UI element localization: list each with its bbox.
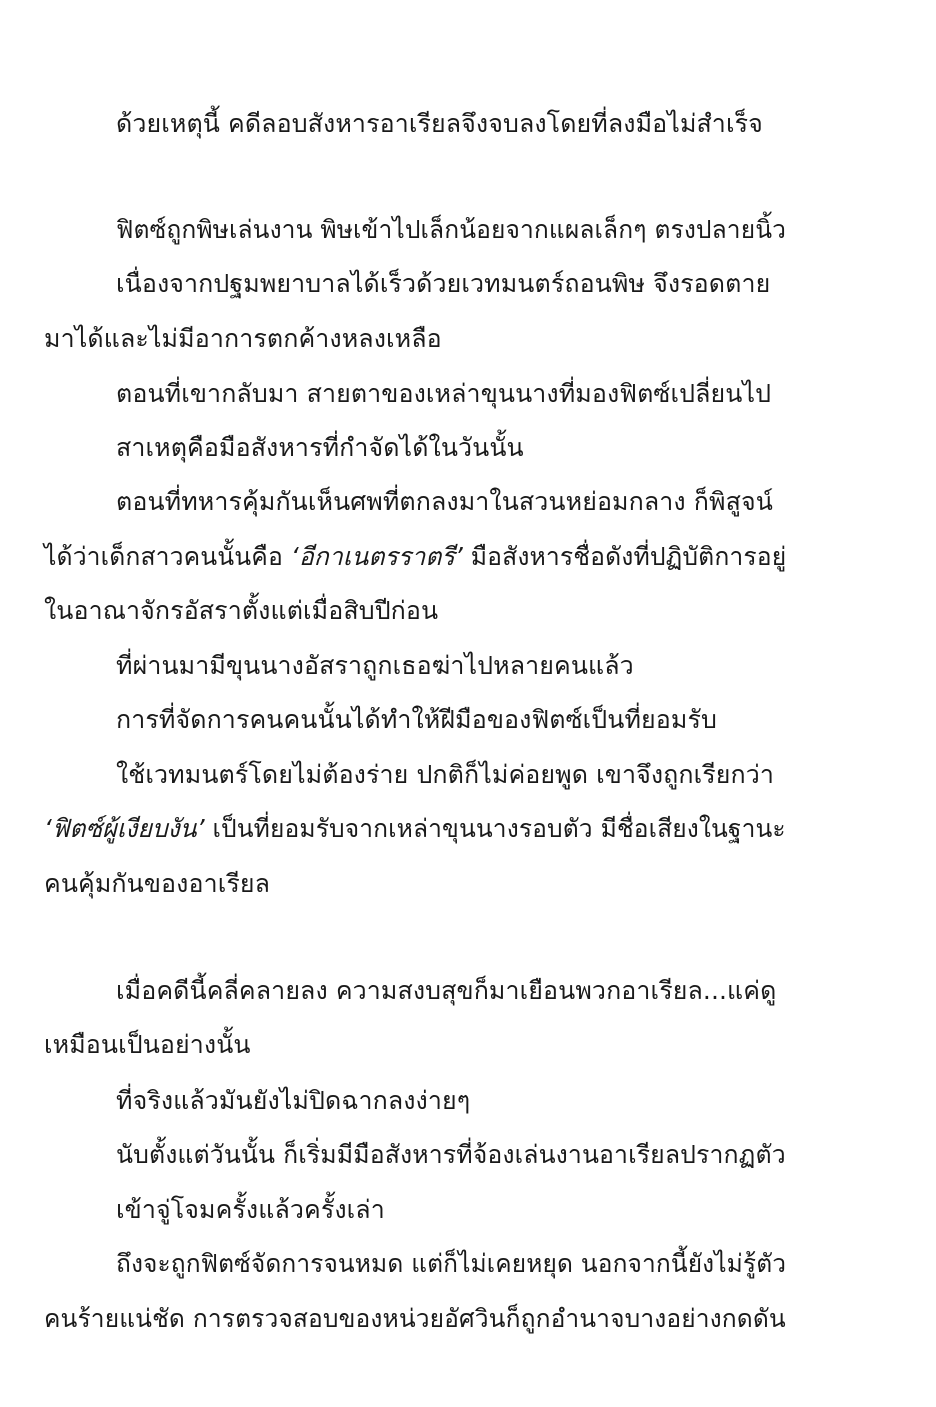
paragraph-line: นับตั้งแต่วันนั้น ก็เริ่มมีมือสังหารที่จ้องเล่นงานอาเรียลปรากฏตัว	[116, 1140, 786, 1169]
paragraph-line: เข้าจู่โจมครั้งแล้วครั้งเล่า	[116, 1195, 385, 1224]
paragraph-line: ตอนที่เขากลับมา สายตาของเหล่าขุนนางที่มองฟิตซ์เปลี่ยนไป	[116, 379, 772, 408]
paragraph-line: ถึงจะถูกฟิตซ์จัดการจนหมด แต่ก็ไม่เคยหยุด นอกจากนี้ยังไม่รู้ตัว	[116, 1249, 787, 1278]
fitz-title: ‘ฟิตซ์ผู้เงียบงัน’	[44, 814, 205, 843]
paragraph-line	[44, 539, 786, 575]
paragraph-line: เมื่อคดีนี้คลี่คลายลง ความสงบสุขก็มาเยือนพวกอาเรียล...แค่ดู	[116, 976, 777, 1005]
paragraph-line: เหมือนเป็นอย่างนั้น	[44, 1030, 251, 1059]
assassin-title: ‘อีกาเนตรราตรี’	[290, 542, 463, 571]
paragraph-line: สาเหตุคือมือสังหารที่กำจัดได้ในวันนั้น	[116, 433, 524, 462]
paragraph-line: ฟิตซ์ถูกพิษเล่นงาน พิษเข้าไปเล็กน้อยจากแผลเล็กๆ ตรงปลายนิ้ว	[116, 215, 787, 244]
paragraph-line: ที่จริงแล้วมันยังไม่ปิดฉากลงง่ายๆ	[116, 1086, 471, 1115]
line-text: มือสังหารชื่อดังที่ปฏิบัติการอยู่	[462, 542, 787, 571]
paragraph-line: มาได้และไม่มีอาการตกค้างหลงเหลือ	[44, 324, 442, 353]
paragraph-line: การที่จัดการคนคนนั้นได้ทำให้ฝีมือของฟิตซ์เป็นที่ยอมรับ	[116, 705, 717, 734]
paragraph-line: ตอนที่ทหารคุ้มกันเห็นศพที่ตกลงมาในสวนหย่อมกลาง ก็พิสูจน์	[116, 487, 773, 516]
paragraph-line	[44, 811, 786, 847]
paragraph-line: ที่ผ่านมามีขุนนางอัสราถูกเธอฆ่าไปหลายคนแล้ว	[116, 651, 634, 680]
paragraph-line: เนื่องจากปฐมพยาบาลได้เร็วด้วยเวทมนตร์ถอนพิษ จึงรอดตาย	[116, 269, 771, 298]
paragraph-line: ด้วยเหตุนี้ คดีลอบสังหารอาเรียลจึงจบลงโดยที่ลงมือไม่สำเร็จ	[116, 109, 763, 138]
line-text: ได้ว่าเด็กสาวคนนั้นคือ	[44, 542, 291, 571]
paragraph-line: ใช้เวทมนตร์โดยไม่ต้องร่าย ปกติก็ไม่ค่อยพูด เขาจึงถูกเรียกว่า	[116, 760, 775, 789]
paragraph-line: คนร้ายแน่ชัด การตรวจสอบของหน่วยอัศวินก็ถูกอำนาจบางอย่างกดดัน	[44, 1304, 786, 1333]
paragraph-line: ในอาณาจักรอัสราตั้งแต่เมื่อสิบปีก่อน	[44, 596, 439, 625]
line-text: เป็นที่ยอมรับจากเหล่าขุนนางรอบตัว มีชื่อเสียงในฐานะ	[204, 814, 786, 843]
paragraph-line: คนคุ้มกันของอาเรียล	[44, 869, 271, 898]
